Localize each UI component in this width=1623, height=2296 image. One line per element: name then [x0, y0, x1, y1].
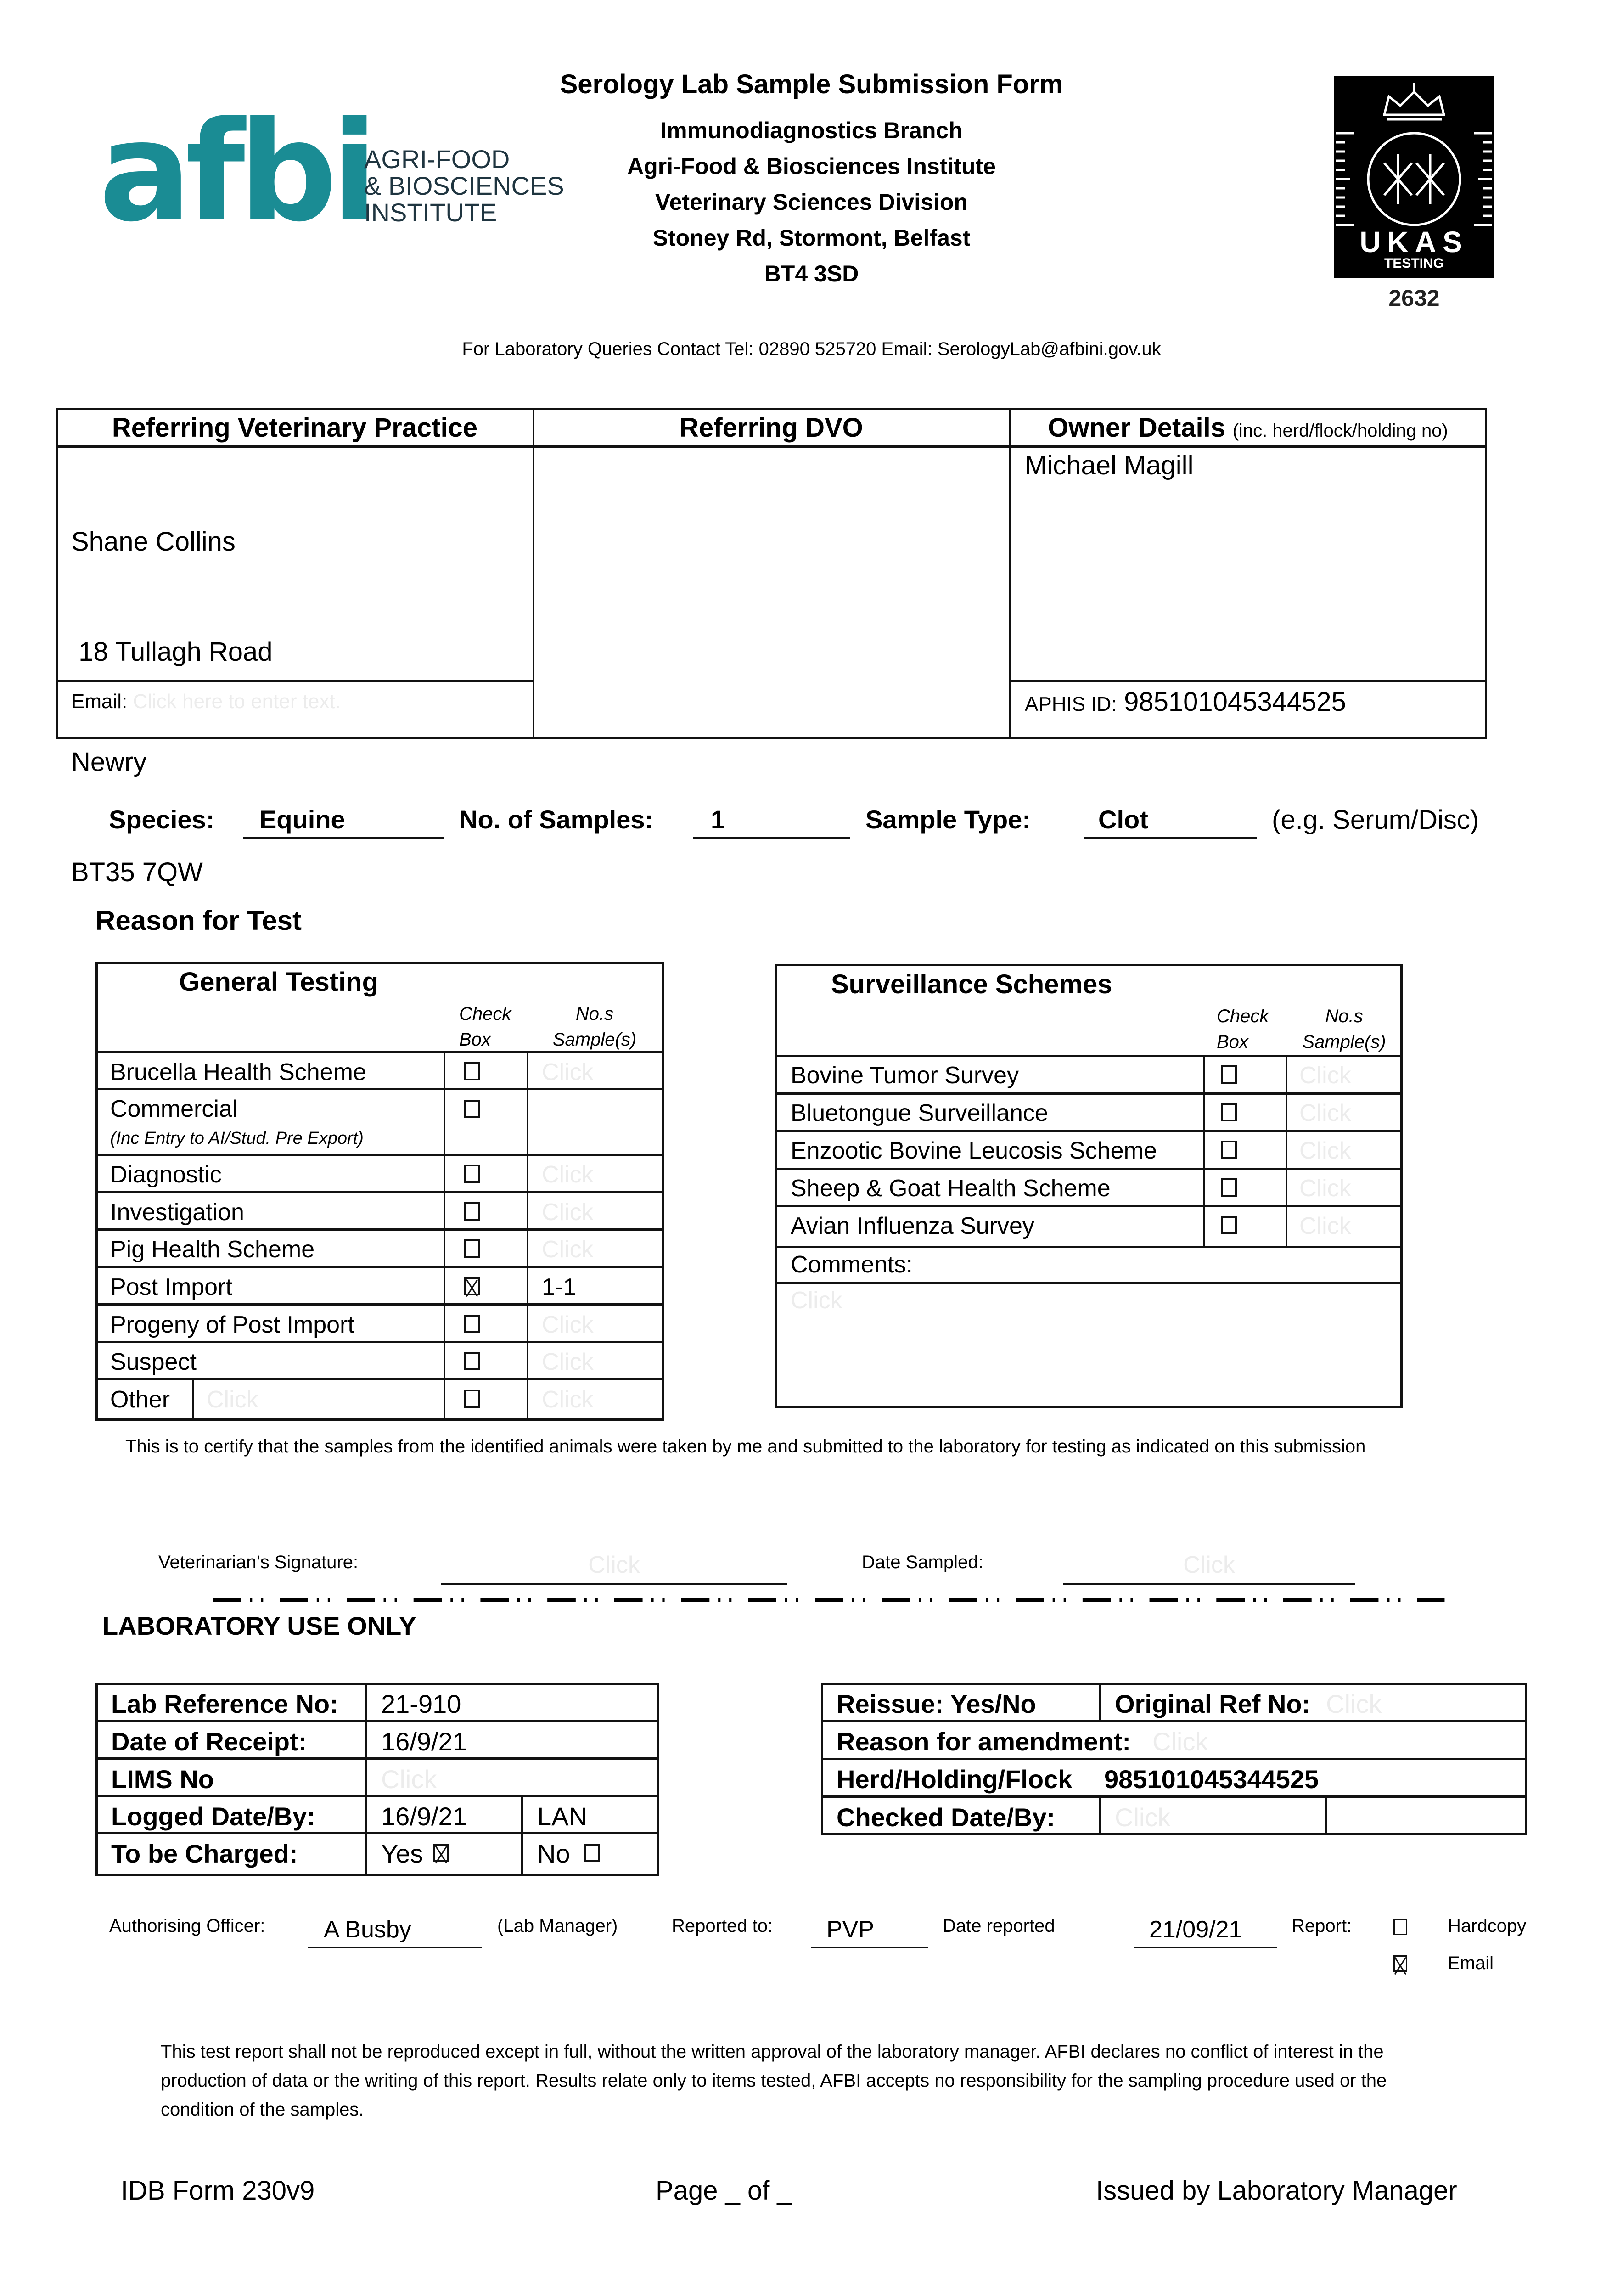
disclaimer: [161, 2037, 1387, 2124]
general-row-label: Pig Health Scheme: [110, 1236, 315, 1263]
general-row-checkbox[interactable]: [464, 1062, 480, 1080]
aphis-row[interactable]: [1025, 687, 1346, 717]
practice-email-row[interactable]: [71, 690, 341, 713]
col-header-line: No.s: [575, 1004, 614, 1024]
surveillance-row-samples[interactable]: Click: [1299, 1137, 1351, 1164]
officer-value[interactable]: A Busby: [324, 1916, 411, 1943]
signature-label: Veterinarian’s Signature:: [158, 1552, 359, 1572]
practice-town: Newry: [71, 747, 147, 777]
general-row-samples[interactable]: Click: [542, 1236, 594, 1263]
contact-line: For Laboratory Queries Contact Tel: 02890 525720 Email: SerologyLab@afbini.gov.uk: [462, 339, 1161, 359]
owner-heading-note: (inc. herd/flock/holding no): [1232, 421, 1448, 441]
general-row-samples[interactable]: Click: [542, 1386, 594, 1413]
logo-line: INSTITUTE: [364, 198, 497, 227]
checked-date-input[interactable]: Click: [1115, 1803, 1171, 1832]
date-sampled-input[interactable]: Click: [1183, 1552, 1235, 1578]
email-label: Email:: [71, 690, 128, 713]
comments-input[interactable]: [778, 1284, 1400, 1406]
general-row-label: Commercial: [110, 1096, 238, 1122]
branch-line: Immunodiagnostics Branch: [660, 118, 963, 143]
ukas-number: 2632: [1388, 285, 1440, 311]
original-ref-label: Original Ref No:: [1115, 1689, 1311, 1718]
charged-yes-label: Yes: [381, 1839, 423, 1868]
general-row-samples[interactable]: Click: [542, 1199, 594, 1226]
certification-text: This is to certify that the samples from the identified animals were taken by me and submitted to the laboratory for testing as indicated on this submission: [125, 1436, 1366, 1457]
samples-col-header: [1288, 1003, 1400, 1055]
col-header-line: No.s: [1325, 1006, 1363, 1026]
samples-count-label: No. of Samples:: [459, 805, 654, 834]
surveillance-row-checkbox[interactable]: [1221, 1103, 1237, 1121]
herd-label: Herd/Holding/Flock: [837, 1765, 1073, 1794]
surveillance-heading: Surveillance Schemes: [831, 969, 1112, 999]
samples-count-value[interactable]: 1: [711, 805, 725, 834]
disclaimer-line: condition of the samples.: [161, 2099, 364, 2120]
species-value[interactable]: Equine: [259, 805, 345, 834]
lab-use-heading: LABORATORY USE ONLY: [102, 1611, 416, 1640]
general-row-label: Post Import: [110, 1274, 232, 1300]
ukas-testing: TESTING: [1384, 256, 1444, 271]
general-row-label: Other: [110, 1386, 170, 1413]
check-box-col-header: [459, 1001, 511, 1052]
sample-type-hint: (e.g. Serum/Disc): [1272, 805, 1479, 835]
report-label: Report:: [1292, 1916, 1352, 1936]
owner-heading-title: Owner Details: [1048, 413, 1226, 443]
receipt-value[interactable]: 16/9/21: [381, 1727, 467, 1756]
logged-by[interactable]: LAN: [537, 1802, 587, 1831]
general-row-label: Diagnostic: [110, 1161, 222, 1188]
lims-input[interactable]: Click: [381, 1765, 437, 1794]
charged-no-label: No: [537, 1839, 570, 1868]
sample-type-value[interactable]: Clot: [1098, 805, 1148, 834]
hardcopy-checkbox[interactable]: [1393, 1919, 1407, 1935]
comments-label: Comments:: [791, 1251, 913, 1278]
check-box-col-header: [1217, 1003, 1269, 1055]
general-row-note: (Inc Entry to AI/Stud. Pre Export): [110, 1129, 364, 1148]
general-row-checkbox[interactable]: [464, 1315, 480, 1333]
lab-ref-label: Lab Reference No:: [111, 1689, 338, 1718]
afbi-logo: afbi: [99, 92, 372, 252]
other-reason-input[interactable]: Click: [207, 1386, 258, 1413]
surveillance-row-label: Bluetongue Surveillance: [791, 1100, 1048, 1126]
dvo-heading: Referring DVO: [680, 413, 863, 443]
charged-label: To be Charged:: [111, 1839, 298, 1868]
species-label: Species:: [109, 805, 215, 834]
surveillance-row-checkbox[interactable]: [1221, 1141, 1237, 1159]
general-row-label: Brucella Health Scheme: [110, 1059, 366, 1086]
officer-label: Authorising Officer:: [109, 1916, 265, 1936]
surveillance-row-samples[interactable]: Click: [1299, 1213, 1351, 1239]
general-row-checkbox[interactable]: [464, 1165, 480, 1183]
issued-by: Issued by Laboratory Manager: [1096, 2176, 1457, 2206]
general-row-samples[interactable]: 1-1: [542, 1274, 577, 1300]
general-row-samples[interactable]: Click: [542, 1161, 594, 1188]
practice-heading: Referring Veterinary Practice: [112, 413, 478, 443]
receipt-label: Date of Receipt:: [111, 1727, 307, 1756]
sample-type-label: Sample Type:: [865, 805, 1031, 834]
dvo-input[interactable]: [535, 448, 1008, 737]
form-id: IDB Form 230v9: [121, 2176, 315, 2206]
logo-line: AGRI-FOOD: [364, 145, 510, 174]
amendment-label: Reason for amendment:: [837, 1727, 1131, 1756]
checked-label: Checked Date/By:: [837, 1803, 1056, 1832]
page-number: Page _ of _: [656, 2176, 792, 2206]
form-title: Serology Lab Sample Submission Form: [560, 69, 1063, 99]
cut-line-separator: [110, 1597, 1547, 1603]
email-report-checkbox[interactable]: [1393, 1955, 1407, 1972]
ukas-name: UKAS: [1359, 225, 1469, 259]
general-row-label: Progeny of Post Import: [110, 1311, 354, 1338]
ukas-logo: [1334, 76, 1494, 278]
reported-to-value[interactable]: PVP: [826, 1916, 875, 1943]
disclaimer-line: production of data or the writing of this report. Results relate only to items tested, AFBI accepts no responsibility for the sampling procedure used or the: [161, 2071, 1387, 2091]
surveillance-row-checkbox[interactable]: [1221, 1178, 1237, 1197]
col-header-line: Box: [1217, 1032, 1248, 1052]
hardcopy-label: Hardcopy: [1448, 1916, 1527, 1936]
lab-ref-value[interactable]: 21-910: [381, 1689, 461, 1718]
col-header-line: Sample(s): [1302, 1032, 1386, 1052]
logo-line: & BIOSCIENCES: [364, 171, 564, 200]
practice-address[interactable]: [71, 450, 273, 928]
practice-postcode: BT35 7QW: [71, 857, 203, 887]
surveillance-row-checkbox[interactable]: [1221, 1065, 1237, 1084]
institute-line: Agri-Food & Biosciences Institute: [627, 153, 996, 179]
address-line: Stoney Rd, Stormont, Belfast: [652, 225, 971, 251]
aphis-label: APHIS ID:: [1025, 693, 1117, 715]
date-sampled-label: Date Sampled:: [862, 1552, 983, 1572]
officer-role: (Lab Manager): [497, 1916, 618, 1936]
general-row-samples[interactable]: Click: [542, 1349, 594, 1375]
general-row-checkbox[interactable]: [464, 1390, 480, 1408]
lims-label: LIMS No: [111, 1765, 214, 1794]
reason-heading: Reason for Test: [95, 905, 302, 936]
owner-name[interactable]: Michael Magill: [1025, 450, 1194, 480]
general-row-checkbox-checked[interactable]: [464, 1277, 480, 1295]
general-row-samples[interactable]: Click: [542, 1311, 594, 1338]
general-heading: General Testing: [179, 967, 379, 997]
reported-to-label: Reported to:: [672, 1916, 773, 1936]
reissue-label[interactable]: Reissue: Yes/No: [837, 1689, 1036, 1718]
samples-col-header: [528, 1001, 661, 1052]
date-reported-value[interactable]: 21/09/21: [1149, 1916, 1242, 1943]
practice-name: Shane Collins: [71, 527, 236, 557]
general-row-checkbox[interactable]: [464, 1202, 480, 1221]
logged-date[interactable]: 16/9/21: [381, 1802, 467, 1831]
disclaimer-line: This test report shall not be reproduced except in full, without the written approval of the laboratory manager. AFBI declares no conflict of interest in the: [161, 2042, 1384, 2062]
general-row-checkbox[interactable]: [464, 1352, 480, 1370]
herd-value[interactable]: 985101045344525: [1104, 1765, 1319, 1794]
surveillance-row-samples[interactable]: Click: [1299, 1062, 1351, 1089]
general-row-checkbox[interactable]: [464, 1100, 480, 1118]
division-line: Veterinary Sciences Division: [655, 189, 968, 215]
general-row-label: Suspect: [110, 1349, 197, 1375]
aphis-value: 985101045344525: [1124, 687, 1346, 717]
amendment-input[interactable]: Click: [1152, 1727, 1208, 1756]
general-row-label: Investigation: [110, 1199, 244, 1226]
surveillance-row-checkbox[interactable]: [1221, 1216, 1237, 1234]
email-report-label: Email: [1448, 1953, 1494, 1973]
original-ref-input[interactable]: Click: [1326, 1689, 1382, 1718]
col-header-line: Check: [1217, 1006, 1269, 1026]
logged-label: Logged Date/By:: [111, 1802, 315, 1831]
general-row-checkbox[interactable]: [464, 1239, 480, 1258]
surveillance-row-samples[interactable]: Click: [1299, 1100, 1351, 1126]
col-header-line: Check: [459, 1004, 511, 1024]
surveillance-row-label: Sheep & Goat Health Scheme: [791, 1175, 1111, 1202]
postcode-line: BT4 3SD: [764, 261, 859, 287]
charged-no-checkbox[interactable]: [584, 1844, 600, 1862]
date-reported-label: Date reported: [943, 1916, 1055, 1936]
owner-heading: [1010, 412, 1486, 443]
surveillance-row-samples[interactable]: Click: [1299, 1175, 1351, 1202]
surveillance-row-label: Avian Influenza Survey: [791, 1213, 1034, 1239]
email-input[interactable]: Click here to enter text.: [133, 690, 341, 713]
col-header-line: Sample(s): [552, 1030, 637, 1050]
general-row-samples[interactable]: Click: [542, 1059, 594, 1086]
col-header-line: Box: [459, 1030, 491, 1050]
charged-yes-checkbox[interactable]: [433, 1844, 449, 1862]
signature-input[interactable]: Click: [588, 1552, 640, 1578]
practice-street: 18 Tullagh Road: [71, 637, 273, 667]
comments-placeholder: Click: [791, 1287, 842, 1314]
surveillance-row-label: Enzootic Bovine Leucosis Scheme: [791, 1137, 1157, 1164]
surveillance-row-label: Bovine Tumor Survey: [791, 1062, 1019, 1089]
